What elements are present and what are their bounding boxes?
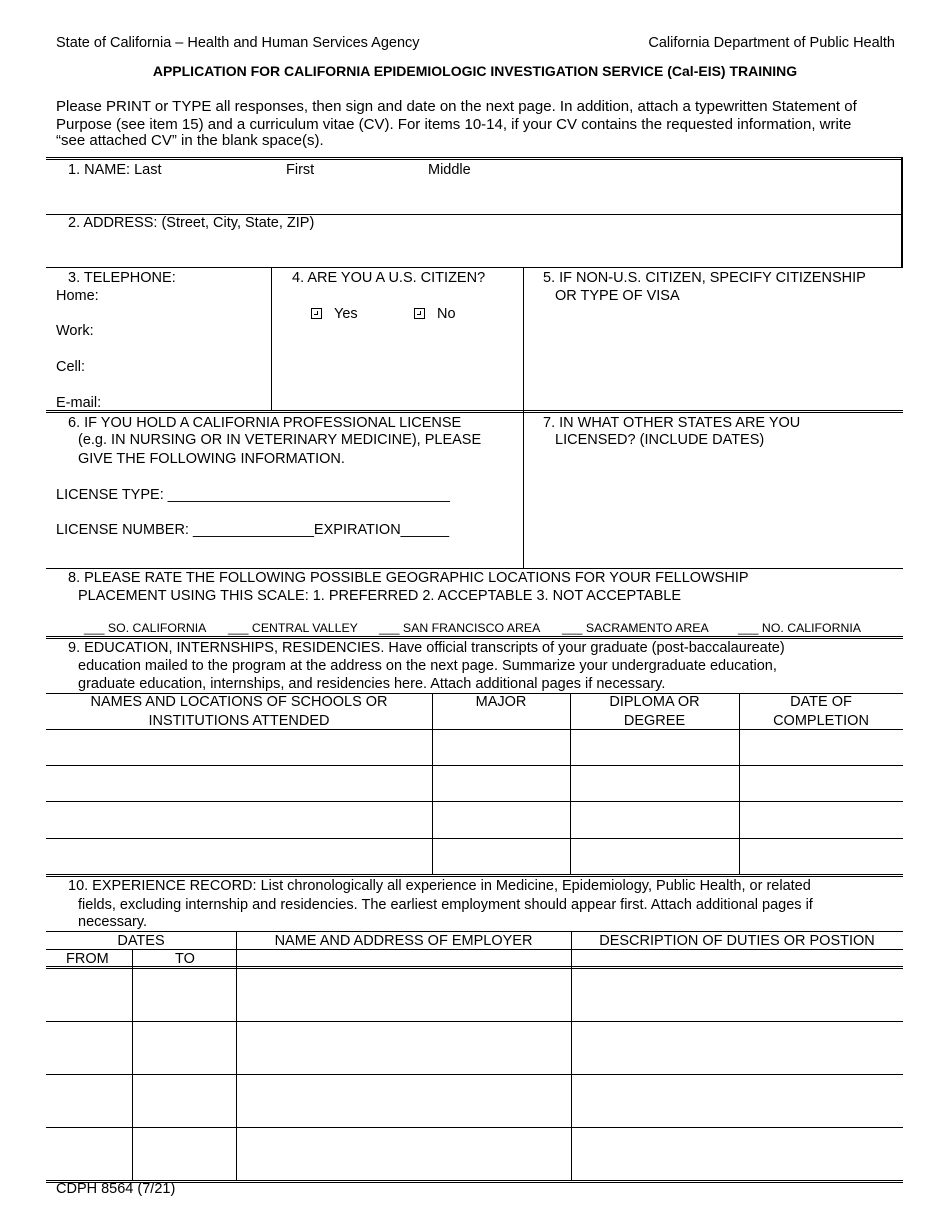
intro-line-2: Purpose (see item 15) and a curriculum vitae (CV). For items 10-14, if your CV contains the requested information, write (56, 116, 852, 133)
department-name: California Department of Public Health (648, 35, 895, 51)
no-label: No (437, 306, 456, 322)
major-header: MAJOR (475, 694, 527, 710)
telephone-label: 3. TELEPHONE: (68, 270, 176, 286)
license-question-2: (e.g. IN NURSING OR IN VETERINARY MEDICINE), PLEASE (78, 432, 482, 448)
dates-header: DATES (117, 933, 165, 949)
education-row[interactable] (47, 802, 903, 838)
license-question-1: 6. IF YOU HOLD A CALIFORNIA PROFESSIONAL LICENSE (68, 415, 462, 431)
license-number-field[interactable]: LICENSE NUMBER: _______________EXPIRATION______ (56, 522, 450, 538)
cell-phone-label: Cell: (56, 359, 86, 375)
work-phone-label: Work: (56, 323, 94, 339)
experience-instructions-2: fields, excluding internship and residencies. The earliest employment should appear first. Attach additional pages if (78, 897, 813, 913)
degree-header-1: DIPLOMA OR (609, 694, 700, 710)
experience-row[interactable] (47, 1022, 903, 1074)
experience-instructions-3: necessary. (78, 914, 148, 930)
completion-header-2: COMPLETION (773, 713, 869, 729)
location-san-francisco[interactable]: ___ SAN FRANCISCO AREA (379, 621, 541, 635)
location-central-valley[interactable]: ___ CENTRAL VALLEY (228, 621, 358, 635)
yes-checkbox[interactable] (311, 308, 322, 319)
intro-line-1: Please PRINT or TYPE all responses, then sign and date on the next page. In addition, attach a typewritten Statement of (56, 98, 857, 115)
schools-header-1: NAMES AND LOCATIONS OF SCHOOLS OR (90, 694, 388, 710)
intro-line-3: “see attached CV” in the blank space(s). (56, 132, 324, 149)
experience-row[interactable] (47, 969, 903, 1021)
agency-name: State of California – Health and Human Services Agency (56, 35, 420, 51)
education-instructions-2: education mailed to the program at the address on the next page. Summarize your undergraduate education, (78, 658, 777, 674)
experience-instructions-1: 10. EXPERIENCE RECORD: List chronologically all experience in Medicine, Epidemiology, Public Health, or related (68, 878, 811, 894)
location-instructions-1: 8. PLEASE RATE THE FOLLOWING POSSIBLE GEOGRAPHIC LOCATIONS FOR YOUR FELLOWSHIP (68, 570, 749, 586)
to-header: TO (175, 951, 195, 967)
citizenship-label-2: OR TYPE OF VISA (555, 288, 680, 304)
education-instructions-3: graduate education, internships, and residencies here. Attach additional pages if necessary. (78, 676, 666, 692)
citizen-no-option[interactable] (414, 305, 456, 323)
location-so-california[interactable]: ___ SO. CALIFORNIA (84, 621, 207, 635)
form-number: CDPH 8564 (7/21) (56, 1181, 176, 1197)
license-type-field[interactable]: LICENSE TYPE: ___________________________________ (56, 487, 450, 503)
citizen-yes-option[interactable] (311, 305, 358, 323)
license-question-3: GIVE THE FOLLOWING INFORMATION. (78, 451, 345, 467)
other-states-label-1: 7. IN WHAT OTHER STATES ARE YOU (543, 415, 801, 431)
education-instructions-1: 9. EDUCATION, INTERNSHIPS, RESIDENCIES. Have official transcripts of your graduate (post-baccalaureate) (68, 640, 785, 656)
form-title: APPLICATION FOR CALIFORNIA EPIDEMIOLOGIC INVESTIGATION SERVICE (Cal-EIS) TRAINING (152, 63, 798, 79)
citizenship-label-1: 5. IF NON-U.S. CITIZEN, SPECIFY CITIZENSHIP (543, 270, 866, 286)
from-header: FROM (66, 951, 109, 967)
name-field[interactable] (47, 180, 899, 213)
address-label: 2. ADDRESS: (Street, City, State, ZIP) (68, 215, 315, 231)
experience-row[interactable] (47, 1128, 903, 1180)
degree-header-2: DEGREE (623, 713, 686, 729)
employer-header: NAME AND ADDRESS OF EMPLOYER (274, 933, 533, 949)
completion-header-1: DATE OF (790, 694, 852, 710)
home-phone-label: Home: (56, 288, 99, 304)
name-last-label: 1. NAME: Last (68, 162, 162, 178)
location-no-california[interactable]: ___ NO. CALIFORNIA (738, 621, 862, 635)
other-states-label-2: LICENSED? (INCLUDE DATES) (555, 432, 765, 448)
no-checkbox[interactable] (414, 308, 425, 319)
education-row[interactable] (47, 839, 903, 874)
location-instructions-2: PLACEMENT USING THIS SCALE: 1. PREFERRED 2. ACCEPTABLE 3. NOT ACCEPTABLE (78, 588, 682, 604)
experience-row[interactable] (47, 1075, 903, 1127)
education-row[interactable] (47, 730, 903, 765)
duties-header: DESCRIPTION OF DUTIES OR POSTION (599, 933, 875, 949)
citizen-question: 4. ARE YOU A U.S. CITIZEN? (292, 270, 486, 286)
yes-label: Yes (334, 306, 358, 322)
name-first-label: First (286, 162, 315, 178)
location-sacramento[interactable]: ___ SACRAMENTO AREA (562, 621, 709, 635)
name-middle-label: Middle (428, 162, 471, 178)
education-row[interactable] (47, 766, 903, 801)
schools-header-2: INSTITUTIONS ATTENDED (148, 713, 330, 729)
address-field[interactable] (47, 234, 899, 266)
email-label: E-mail: (56, 395, 102, 411)
